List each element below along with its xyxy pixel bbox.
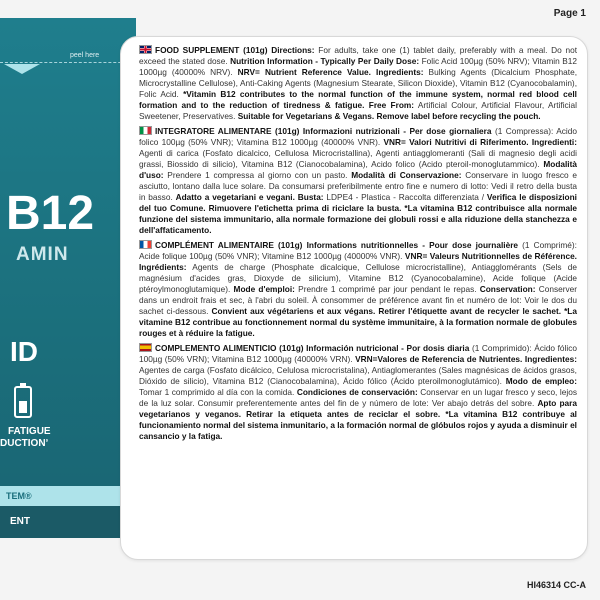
it-text-1: (1 Compressa): Acido folico 100µg (50% VNR); Vitamina B12 1000µg (40000% VNR). — [139, 126, 578, 147]
it-heading-4: Modalità di Conservazione: — [351, 170, 462, 180]
battery-icon — [14, 386, 32, 418]
it-text-3: Prendere 1 compressa al giorno con un pasto. — [163, 170, 352, 180]
section-french — [139, 240, 577, 339]
es-text-2: Agentes de carga (Fosfato dicálcico, Celulosa microcristalina), Antiaglomerantes (Sales magnésicas de ácidos grasos, Dióxido de silicio), Vitamina B12 (Cianocobalamina), Ácido fólico (Ácido pteroilmonoglutámico). — [139, 365, 577, 386]
peel-line — [0, 62, 136, 63]
it-heading-3: Modalità d'uso: — [139, 159, 577, 180]
section-italian — [139, 126, 577, 236]
it-text-4: Conservare in luogo fresco e asciutto, lontano dalla luce solare. Da consumarsi preferibilmente entro fine e numero di lotto: Vedi il retro della busta in basso. — [139, 170, 577, 202]
pouch-band-light — [0, 486, 136, 508]
es-text-3: Tomar 1 comprimido al día con la comida. — [139, 387, 297, 397]
france-flag-icon — [139, 240, 152, 249]
it-heading-2: VNR= Valori Nutritivi di Riferimento. Ingredienti: — [383, 137, 578, 147]
peel-here-text: peel here — [70, 52, 100, 59]
spain-flag-icon — [139, 343, 152, 352]
en-text-4: Artificial Colour, Artificial Flavour, Artificial Sweetener, Preservatives. — [139, 100, 577, 121]
pouch-id-text: ID — [10, 336, 38, 367]
fr-text-1: (1 Comprimé): Acide folique 100µg (50% VNR); Vitamine B12 1000µg (40000% VNR). — [139, 240, 577, 261]
es-heading: COMPLEMENTO ALIMENTICIO (101g) Información nutricional - Por dosis diaria — [155, 343, 470, 353]
en-heading-5: Suitable for Vegetarians & Vegans. Remove label before recycling the pouch. — [237, 111, 541, 121]
it-heading: INTEGRATORE ALIMENTARE (101g) Informazioni nutrizionali - Per dose giornaliera — [155, 126, 492, 136]
en-heading-3: NRV= Nutrient Reference Value. Ingredients: — [237, 67, 424, 77]
en-heading-2: Nutrition Information - Typically Per Daily Dose: — [230, 56, 420, 66]
es-heading-5: Apto para vegetarianos y veganos. Retirar la etiqueta antes de reciclar el sobre. *La vitamina B12 contribuye al funcionamiento normal del sistema inmunitario, a la formación normal de glóbulos rojos y ayuda a disminuir el cansancio y la fatiga. — [139, 398, 577, 441]
it-heading-5: Adatto a vegetariani e vegani. Busta: — [175, 192, 324, 202]
en-text-2: Folic Acid 100µg (50% NRV); Vitamin B12 1000µg (40000% NRV). — [139, 56, 577, 77]
en-heading: FOOD SUPPLEMENT (101g) Directions: — [155, 45, 315, 55]
es-text-4: Conservar en un lugar fresco y seco, lejos de la luz solar. Consumir preferentemente antes del fin de y número de lote: Ver abajo detrás del sobre. — [139, 387, 577, 408]
es-heading-3: Modo de empleo: — [505, 376, 577, 386]
es-text-1: (1 Comprimido): Ácido fólico 100µg (50% VRN); Vitamina B12 1000µg (40000% VRN). — [139, 343, 578, 364]
fr-heading-2: VNR= Valeurs Nutritionnelles de Référence. Ingrédients: — [139, 251, 577, 272]
section-english — [139, 45, 577, 122]
italy-flag-icon — [139, 126, 152, 135]
pouch-fatigue-text — [0, 426, 51, 450]
label-card — [120, 36, 588, 560]
it-text-5: LDPE4 - Plastica - Raccolta differenziata / — [323, 192, 487, 202]
uk-flag-icon — [139, 45, 152, 54]
en-heading-4: *Vitamin B12 contributes to the normal function of the immune system, normal red blood cell formation and to the reduction of tiredness & fatigue. Free From: — [139, 89, 577, 110]
pouch-band-dark-text: ENT — [10, 516, 30, 527]
fr-heading: COMPLÉMENT ALIMENTAIRE (101g) Informations nutritionnelles - Pour dose journalière — [155, 240, 519, 250]
fr-text-4: Conserver dans un endroit frais et sec, à l'abri du soleil. À consommer de préférence avant fin et numéro de lot: Voir le dos du sachet ci-dessous. — [139, 284, 577, 316]
section-spanish — [139, 343, 577, 442]
fr-heading-3: Mode d'emploi: — [233, 284, 295, 294]
product-pouch-image — [0, 18, 136, 538]
it-heading-6: Verifica le disposizioni del tuo Comune. Rimuovere l'etichetta prima di riciclare la busta. *La vitamina B12 contribuisce alla normale funzione del sistema immunitario, alla normale formazione dei globuli rossi e alla riduzione della stanchezza e dell'affaticamento. — [139, 192, 577, 235]
chevron-icon — [4, 64, 40, 74]
pouch-product-name: B12 — [6, 187, 95, 240]
es-heading-4: Condiciones de conservación: — [296, 387, 418, 397]
page-number: Page 1 — [553, 8, 586, 19]
pouch-band-dark — [0, 506, 136, 538]
it-text-2: Agenti di carica (Fosfato dicalcico, Cellulosa Microcristallina), Agenti antiagglomeranti (Sali di magnesio degli acidi grassi, Biossido di silicio), Vitamina B12 (Cianocobalamina), Acido folico (Acido pteroil-monoglutammico). — [139, 148, 577, 169]
pouch-vitamin-text: AMIN — [16, 244, 69, 265]
en-text-3: Bulking Agents (Dicalcium Phosphate, Microcrystalline Cellulose), Anti-Caking Agents (Magnesium Stearate, Silicon Dioxide), Vitamin B12 (Cyanocobalamin), Folic Acid. — [139, 67, 577, 99]
fr-heading-4: Conservation: — [479, 284, 536, 294]
pouch-fatigue-line1: FATIGUE — [8, 426, 51, 437]
fr-text-2: Agents de charge (Phosphate dicalcique, Cellulose microcristalline), Antiagglomérants (Sels de magnésium d'acides gras, Dioxyde de silicium), Vitamine B12 (Cyanocobalamine), Acide folique (Acide ptéroylmonoglutamique). — [139, 262, 577, 294]
pouch-band-light-text: TEM® — [6, 491, 32, 501]
label-code: HI46314 CC-A — [526, 580, 586, 590]
es-heading-2: VRN=Valores de Referencia de Nutrientes. Ingredientes: — [355, 354, 577, 364]
fr-heading-5: Convient aux végétariens et aux végans. Retirer l'étiquette avant de recycler le sachet. *La vitamine B12 contribue au fonctionnement normal du système immunitaire, à la formation normale de globules rouges et à réduire la fatigue. — [139, 306, 577, 338]
pouch-fatigue-line2: DUCTIONʼ — [0, 438, 49, 449]
en-text-1: For adults, take one (1) tablet daily, preferably with a meal. Do not exceed the stated dose. — [139, 45, 578, 66]
fr-text-3: Prendre 1 comprimé par jour pendant le repas. — [294, 284, 480, 294]
